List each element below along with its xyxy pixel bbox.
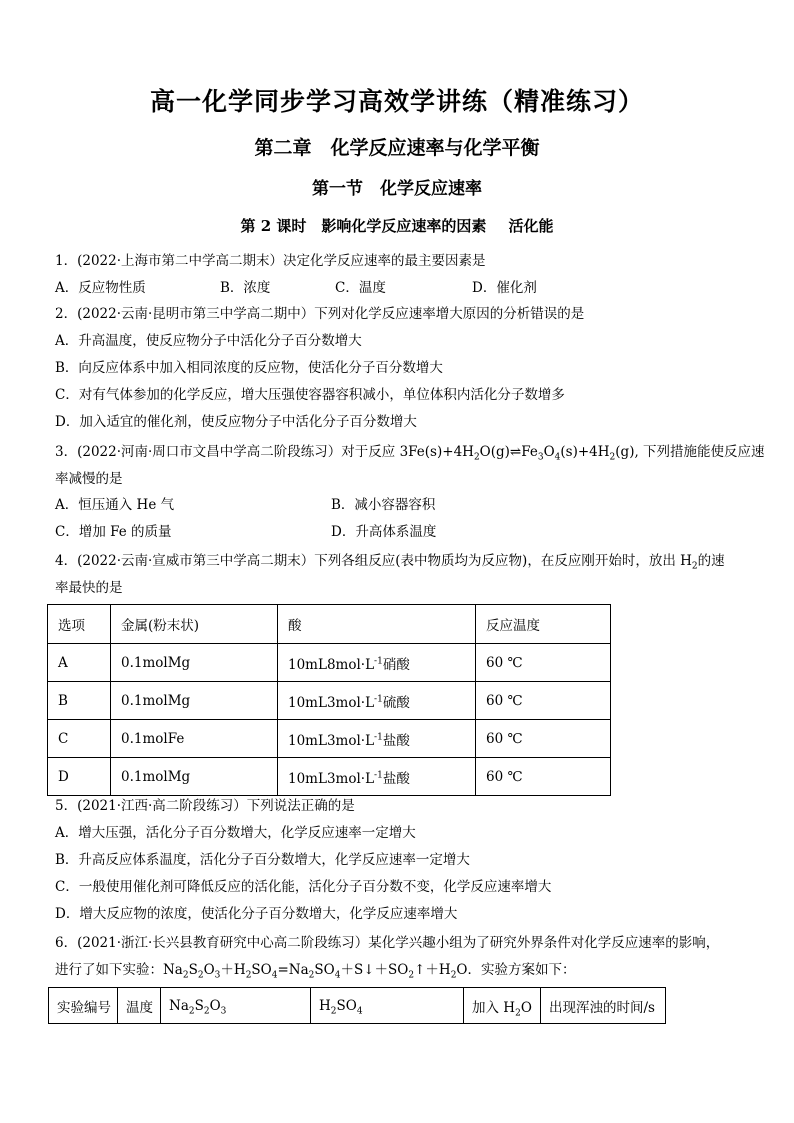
- q5-option-b: B．升高反应体系温度，活化分子百分数增大，化学反应速率一定增大: [55, 852, 470, 868]
- q5-stem: 5．(2021·江西·高二阶段练习）下列说法正确的是: [55, 798, 355, 814]
- table-header-cell: 实验编号: [49, 988, 118, 1024]
- q3-stem-cont: 率减慢的是: [55, 471, 123, 487]
- table-row: [48, 720, 611, 758]
- q2-option-d: D．加入适宜的催化剂，使反应物分子中活化分子百分数增大: [55, 414, 417, 430]
- table-cell: 60 ℃: [476, 758, 611, 796]
- table-header-cell: 金属(粉末状): [111, 605, 278, 644]
- table-header-row: [49, 988, 666, 1024]
- table-cell: 60 ℃: [476, 644, 611, 682]
- q3-stem: 3．(2022·河南·周口市文昌中学高二阶段练习）对于反应 $3Fe(s)+4H_2O(g)\rightleftharpoons Fe_3O_4(s)+4H_2(g)$, 下列措施能使反应速: [55, 444, 765, 463]
- table-cell: $10mL3mol\cdot L^{-1}$盐酸: [278, 758, 476, 796]
- q1-option-c: C．温度: [335, 280, 386, 296]
- table-header-cell: $Na_2S_2O_3$: [161, 988, 311, 1024]
- table-header-cell: 酸: [278, 605, 476, 644]
- table-cell: $10mL8mol\cdot L^{-1}$硝酸: [278, 644, 476, 682]
- table-header-cell: 温度: [118, 988, 161, 1024]
- table-cell: D: [48, 758, 111, 796]
- section-title: 第一节 化学反应速率: [312, 179, 482, 199]
- q2-stem: 2．(2022·云南·昆明市第三中学高二期中）下列对化学反应速率增大原因的分析错误的是: [55, 306, 585, 322]
- table-header-cell: $H_2SO_4$: [311, 988, 464, 1024]
- table-cell: $10mL3mol\cdot L^{-1}$硫酸: [278, 682, 476, 720]
- lesson-title-main: 第 2 课时 影响化学反应速率的因素: [240, 217, 487, 235]
- q3-option-d: D．升高体系温度: [331, 524, 437, 540]
- q6-stem: 6．(2021·浙江·长兴县教育研究中心高二阶段练习）某化学兴趣小组为了研究外界条件对化学反应速率的影响，: [55, 935, 720, 951]
- q3-option-c: C．增加 Fe 的质量: [55, 524, 172, 540]
- table-header-row: [48, 605, 611, 644]
- q5-option-d: D．增大反应物的浓度，使活化分子百分数增大，化学反应速率增大: [55, 906, 458, 922]
- table-cell: 0.1molMg: [111, 644, 278, 682]
- table-cell: 0.1molFe: [111, 720, 278, 758]
- q2-option-b: B．向反应体系中加入相同浓度的反应物，使活化分子百分数增大: [55, 360, 443, 376]
- table-header-cell: 加入 $H_2O$: [464, 988, 541, 1024]
- lesson-title: [0, 215, 794, 236]
- q4-table: [47, 604, 611, 796]
- q3-option-a: A．恒压通入 He 气: [55, 497, 175, 513]
- table-cell: 60 ℃: [476, 682, 611, 720]
- table-cell: 0.1molMg: [111, 682, 278, 720]
- table-cell: C: [48, 720, 111, 758]
- q1-option-a: A．反应物性质: [55, 280, 146, 296]
- table-row: [48, 682, 611, 720]
- q1-stem: 1．(2022·上海市第二中学高二期末）决定化学反应速率的最主要因素是: [55, 253, 486, 269]
- table-header-cell: 出现浑浊的时间/s: [541, 988, 666, 1024]
- table-cell: 60 ℃: [476, 720, 611, 758]
- q4-stem-cont: 率最快的是: [55, 580, 123, 596]
- table-cell: $10mL3mol\cdot L^{-1}$盐酸: [278, 720, 476, 758]
- q6-table: [48, 987, 666, 1024]
- q3-option-b: B．减小容器容积: [331, 497, 436, 513]
- q6-equation-line: 进行了如下实验：$Na_2S_2O_3+H_2SO_4=Na_2SO_4+S↓+SO_2↑+H_2O$．实验方案如下：: [55, 962, 576, 981]
- table-row: [48, 644, 611, 682]
- q5-option-c: C．一般使用催化剂可降低反应的活化能，活化分子百分数不变，化学反应速率增大: [55, 879, 552, 895]
- table-row: [48, 758, 611, 796]
- chapter-title: 第二章 化学反应速率与化学平衡: [254, 137, 540, 159]
- lesson-title-sub: 活化能: [508, 217, 554, 235]
- q2-option-a: A．升高温度，使反应物分子中活化分子百分数增大: [55, 333, 362, 349]
- q5-option-a: A．增大压强，活化分子百分数增大，化学反应速率一定增大: [55, 825, 416, 841]
- q1-option-d: D．催化剂: [472, 280, 537, 296]
- q2-option-c: C．对有气体参加的化学反应，增大压强使容器容积减小，单位体积内活化分子数增多: [55, 387, 565, 403]
- q4-stem: 4．(2022·云南·宣威市第三中学高二期末）下列各组反应(表中物质均为反应物)，在反应刚开始时，放出 $H_2$的速: [55, 553, 725, 572]
- table-cell: A: [48, 644, 111, 682]
- q1-option-b: B．浓度: [220, 280, 271, 296]
- table-header-cell: 反应温度: [476, 605, 611, 644]
- table-cell: B: [48, 682, 111, 720]
- table-cell: 0.1molMg: [111, 758, 278, 796]
- table-header-cell: 选项: [48, 605, 111, 644]
- page-title: 高一化学同步学习高效学讲练（精准练习）: [149, 87, 644, 116]
